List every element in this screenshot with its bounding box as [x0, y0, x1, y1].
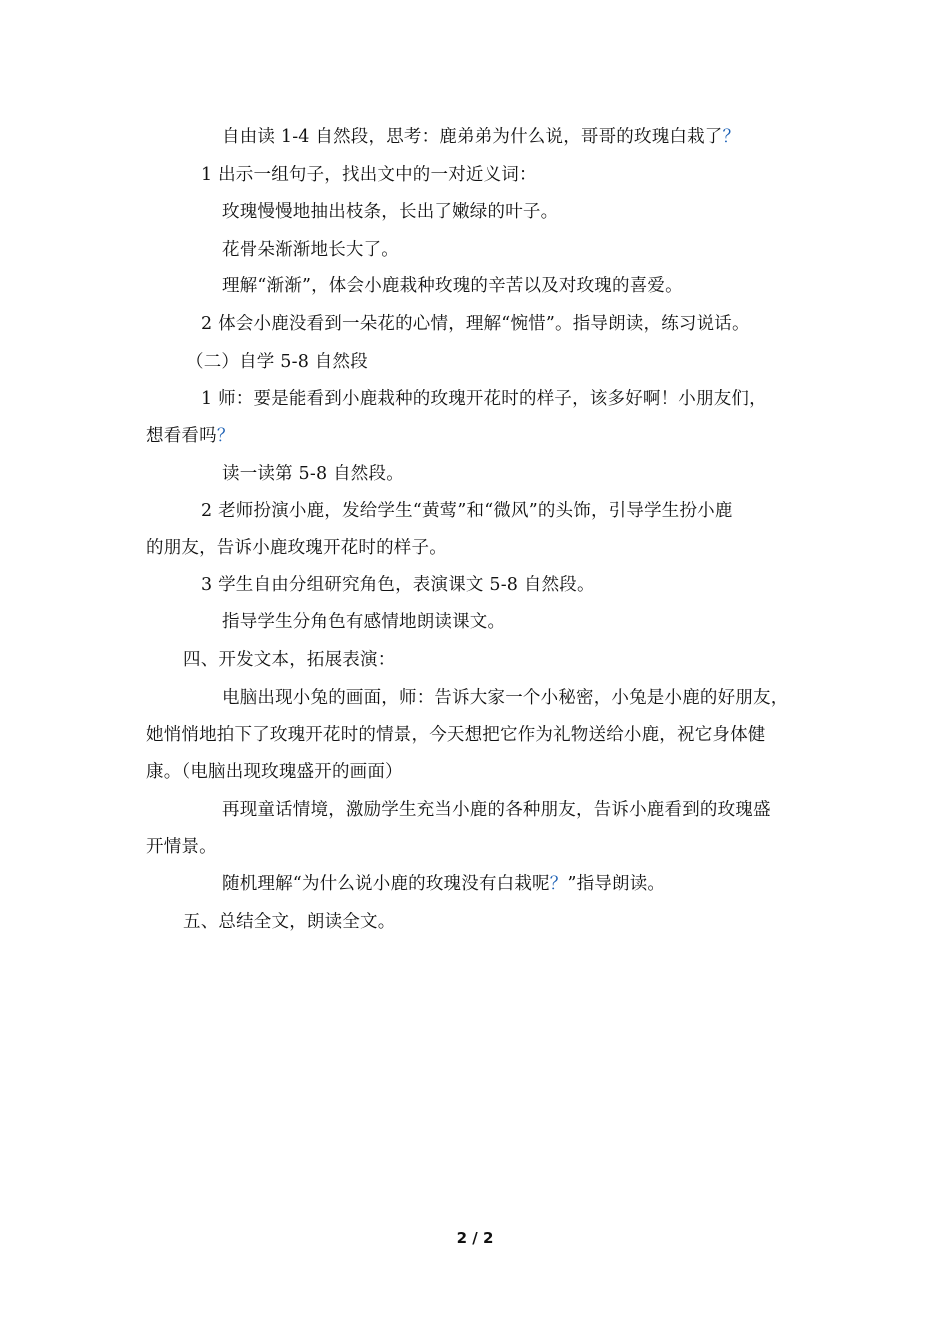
paragraph-line: 开情景。 — [146, 837, 217, 857]
paragraph-line: 2 体会小鹿没看到一朵花的心情，理解“惋惜”。指导朗读，练习说话。 — [201, 314, 750, 334]
paragraph-line: 的朋友，告诉小鹿玫瑰开花时的样子。 — [146, 538, 447, 558]
paragraph-line: 指导学生分角色有感情地朗读课文。 — [222, 612, 506, 632]
paragraph-line: 随机理解“为什么说小鹿的玫瑰没有白栽呢？”指导朗读。 — [222, 874, 666, 894]
paragraph-line: 2 老师扮演小鹿，发给学生“黄莺”和“微风”的头饰，引导学生扮小鹿 — [201, 501, 733, 521]
paragraph-line: 3 学生自由分组研究角色，表演课文 5-8 自然段。 — [201, 575, 595, 595]
paragraph-line: 她悄悄地拍下了玫瑰开花时的情景，今天想把它作为礼物送给小鹿，祝它身体健 — [146, 725, 766, 745]
page-indicator: 2 / 2 — [456, 1229, 494, 1247]
paragraph-line: 想看看吗？ — [146, 426, 235, 446]
section-heading: 四、开发文本，拓展表演： — [183, 650, 396, 670]
paragraph-line: 玫瑰慢慢地抽出枝条，长出了嫩绿的叶子。 — [222, 202, 559, 222]
paragraph-line: 1 师：要是能看到小鹿栽种的玫瑰开花时的样子，该多好啊！小朋友们， — [201, 389, 767, 409]
section-heading: 五、总结全文，朗读全文。 — [183, 912, 396, 932]
paragraph-line: 电脑出现小兔的画面，师：告诉大家一个小秘密，小兔是小鹿的好朋友， — [222, 688, 789, 708]
paragraph-line: 读一读第 5-8 自然段。 — [222, 464, 404, 484]
question-mark: ？ — [216, 426, 235, 446]
paragraph-line: 再现童话情境，激励学生充当小鹿的各种朋友，告诉小鹿看到的玫瑰盛 — [222, 800, 771, 820]
paragraph-line: 理解“渐渐”，体会小鹿栽种玫瑰的辛苦以及对玫瑰的喜爱。 — [222, 276, 683, 296]
paragraph-line: 自由读 1-4 自然段，思考：鹿弟弟为什么说，哥哥的玫瑰白栽了？ — [222, 127, 741, 147]
question-mark: ？ — [722, 127, 741, 147]
question-mark: ？ — [549, 874, 568, 894]
paragraph-line: 康。（电脑出现玫瑰盛开的画面） — [146, 762, 403, 782]
paragraph-line: 1 出示一组句子，找出文中的一对近义词： — [201, 165, 537, 185]
section-heading: （二）自学 5-8 自然段 — [186, 352, 368, 372]
paragraph-line: 花骨朵渐渐地长大了。 — [222, 240, 399, 260]
